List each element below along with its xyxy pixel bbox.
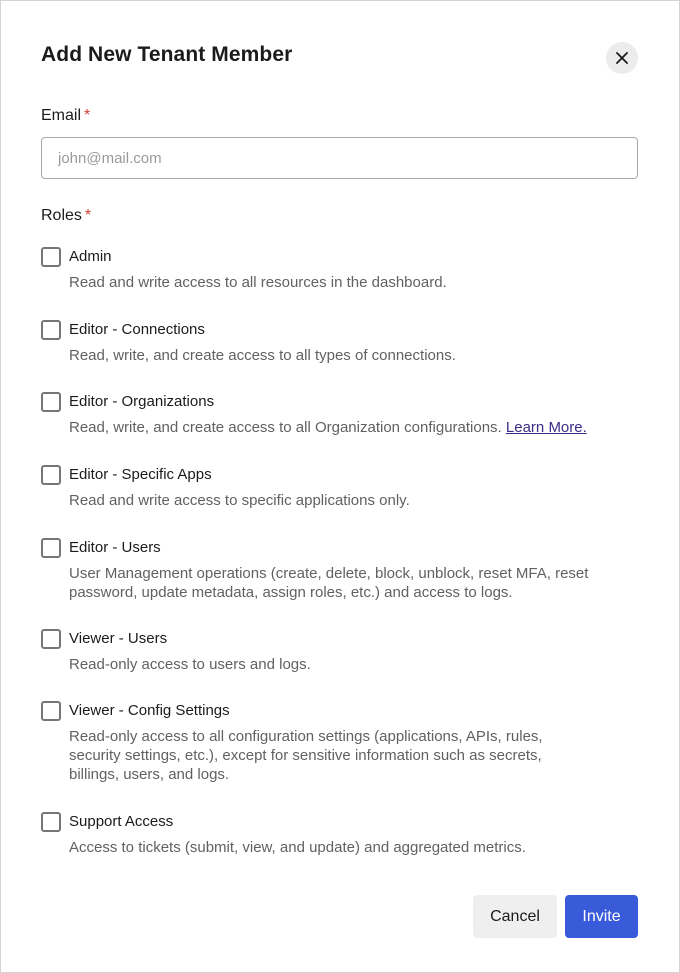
- role-description: [69, 418, 659, 437]
- dialog-title: Add New Tenant Member: [41, 43, 293, 66]
- roles-label-text: Roles: [41, 207, 82, 224]
- learn-more-link[interactable]: Learn More.: [505, 419, 587, 436]
- role-name: Editor - Organizations: [69, 393, 215, 410]
- email-label-text: Email: [41, 107, 82, 124]
- email-input[interactable]: [41, 137, 638, 179]
- role-editor-specific-apps-checkbox[interactable]: [41, 465, 61, 485]
- role-name: Admin: [69, 248, 112, 265]
- role-editor-users-checkbox[interactable]: [41, 538, 61, 558]
- role-description: Read-only access to users and logs.: [69, 656, 311, 673]
- close-button[interactable]: [606, 42, 638, 74]
- role-name: Support Access: [69, 813, 174, 830]
- role-name: Viewer - Config Settings: [69, 702, 230, 719]
- role-viewer-users-checkbox[interactable]: [41, 629, 61, 649]
- role-name: Editor - Specific Apps: [69, 466, 212, 483]
- required-mark: *: [84, 107, 91, 124]
- role-description: User Management operations (create, delete, block, unblock, reset MFA, reset password, update metadata, assign roles, etc.) and access to logs.: [69, 565, 589, 601]
- role-description: Read, write, and create access to all types of connections.: [69, 347, 456, 364]
- invite-button[interactable]: Invite: [565, 895, 638, 938]
- role-description: Read and write access to specific applications only.: [69, 492, 410, 509]
- role-support-access-checkbox[interactable]: [41, 812, 61, 832]
- role-description: Read-only access to all configuration settings (applications, APIs, rules, security settings, etc.), except for sensitive information such as secrets, billings, users, and logs.: [69, 728, 543, 783]
- required-mark: *: [84, 207, 92, 224]
- role-name: Editor - Connections: [69, 321, 205, 338]
- role-description: Read and write access to all resources in the dashboard.: [69, 274, 447, 291]
- role-editor-connections-checkbox[interactable]: [41, 320, 61, 340]
- role-name: Viewer - Users: [69, 630, 168, 647]
- role-viewer-config-settings-checkbox[interactable]: [41, 701, 61, 721]
- cancel-button[interactable]: Cancel: [473, 895, 557, 938]
- close-icon: [616, 52, 628, 64]
- role-admin-checkbox[interactable]: [41, 247, 61, 267]
- email-label: [41, 107, 90, 125]
- role-editor-organizations-checkbox[interactable]: [41, 392, 61, 412]
- role-name: Editor - Users: [69, 539, 161, 556]
- role-description: Access to tickets (submit, view, and update) and aggregated metrics.: [69, 839, 526, 856]
- role-description-text: Read, write, and create access to all Organization configurations.: [69, 419, 502, 436]
- roles-label: [41, 207, 91, 225]
